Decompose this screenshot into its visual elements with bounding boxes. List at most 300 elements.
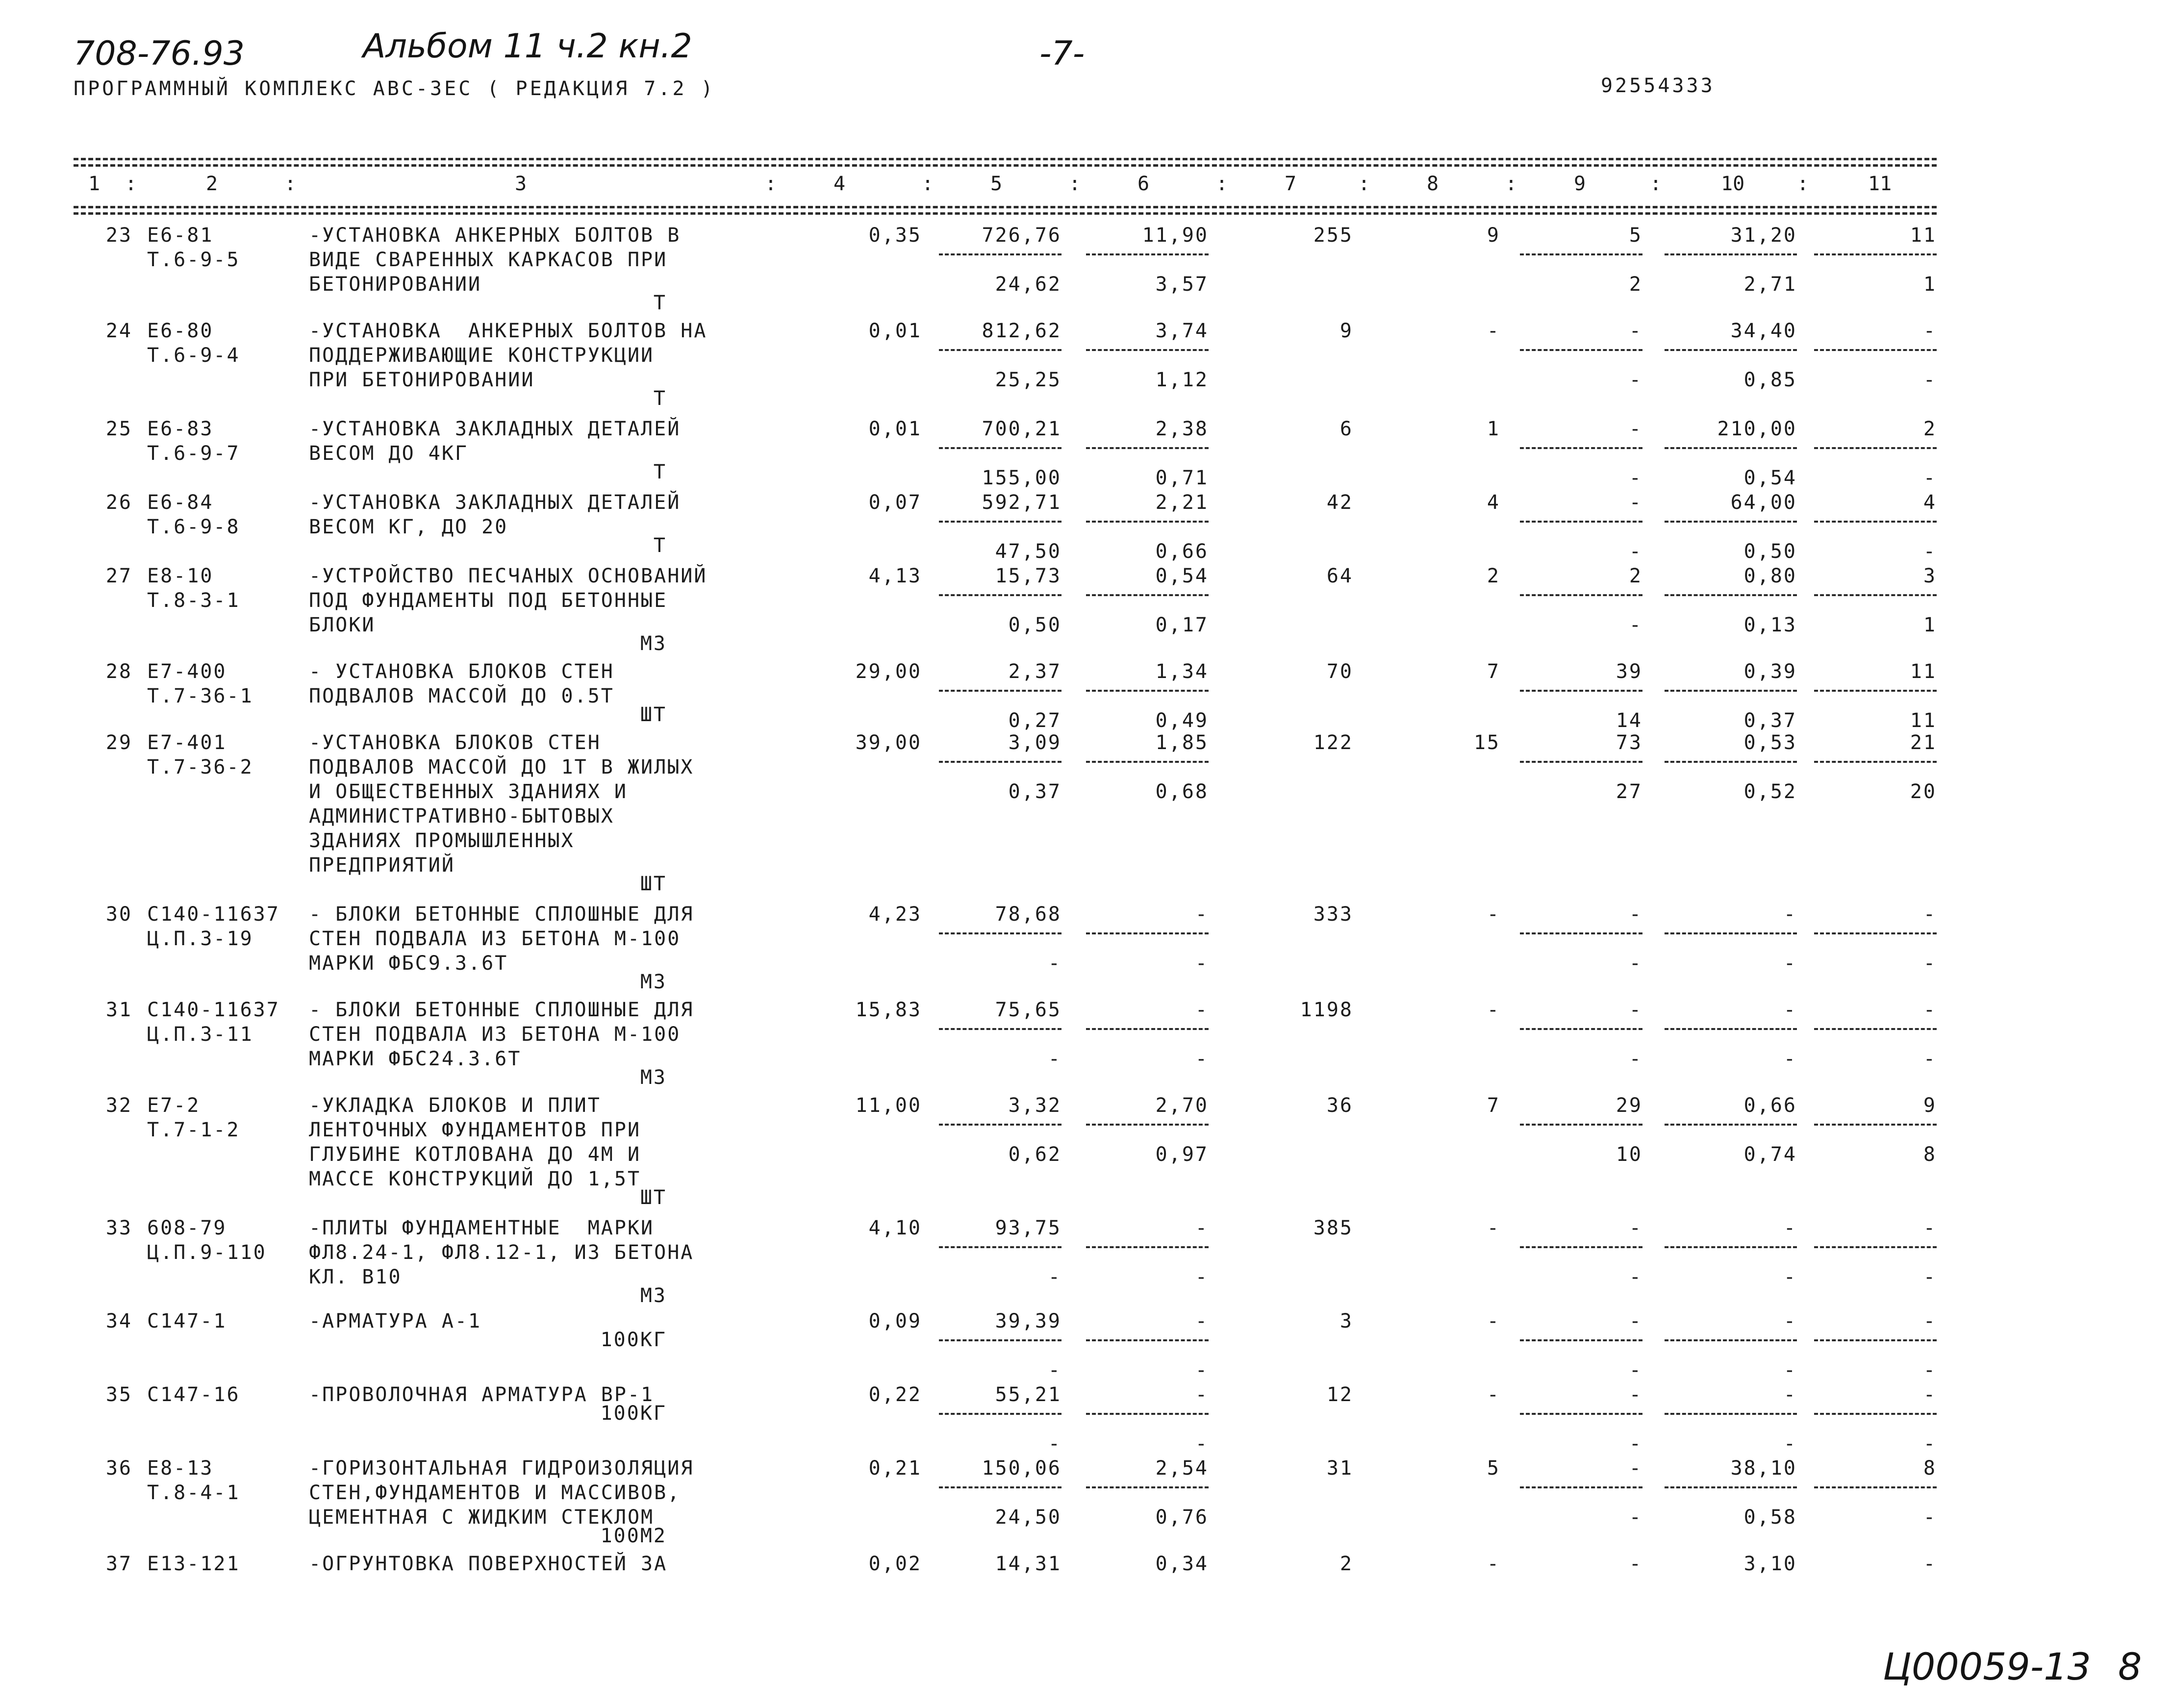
row-number: 27 [105, 565, 132, 587]
value-c8: 7 [1487, 1094, 1500, 1117]
value-c11b: 20 [1910, 780, 1937, 803]
cell-divider-line [1086, 1028, 1209, 1030]
value-c10b: 0,74 [1743, 1143, 1797, 1166]
value-c10b: 0,54 [1743, 467, 1797, 489]
value-c10: 3,10 [1743, 1553, 1797, 1575]
value-c6: 1,34 [1155, 660, 1209, 683]
value-c7: 42 [1326, 491, 1353, 514]
value-c10: 64,00 [1730, 491, 1797, 514]
work-description: СТЕН,ФУНДАМЕНТОВ И МАССИВОВ, [309, 1482, 681, 1504]
cell-divider-line [1520, 1124, 1642, 1126]
norm-reference: Т.7-1-2 [147, 1119, 240, 1141]
value-c11: 9 [1923, 1094, 1937, 1117]
quantity: 39,00 [855, 731, 922, 754]
value-c11b: - [1923, 540, 1937, 563]
unit-of-measure: М3 [640, 971, 667, 993]
cell-divider-line [1665, 1124, 1797, 1126]
column-separator: : [1216, 173, 1228, 195]
value-c6b: 0,66 [1155, 540, 1209, 563]
cell-divider-line [939, 690, 1061, 692]
cell-divider-line [1086, 1124, 1209, 1126]
work-description: - УСТАНОВКА БЛОКОВ СТЕН [309, 660, 614, 683]
work-description: ВИДЕ СВАРЕННЫХ КАРКАСОВ ПРИ [309, 249, 668, 271]
norm-code: Е7-2 [147, 1094, 201, 1117]
work-description: ПОДВАЛОВ МАССОЙ ДО 0.5Т [309, 685, 614, 707]
value-c5b: - [1048, 1359, 1061, 1381]
cell-divider-line [1665, 690, 1797, 692]
norm-reference: Т.7-36-1 [147, 685, 253, 707]
value-c10: 0,80 [1743, 565, 1797, 587]
value-c8: - [1487, 320, 1500, 342]
value-c11b: 1 [1923, 273, 1937, 296]
work-description: ПРИ БЕТОНИРОВАНИИ [309, 369, 535, 391]
quantity: 0,21 [868, 1457, 922, 1480]
value-c7: 122 [1313, 731, 1353, 754]
value-c8: - [1487, 1383, 1500, 1406]
row-number: 23 [105, 224, 132, 247]
value-c5: 726,76 [982, 224, 1061, 247]
work-description: И ОБЩЕСТВЕННЫХ ЗДАНИЯХ И [309, 780, 628, 803]
unit-of-measure: Т [653, 461, 667, 483]
value-c11: - [1923, 999, 1937, 1021]
header-bottom-rule [74, 206, 1937, 208]
work-description: -УСТРОЙСТВО ПЕСЧАНЫХ ОСНОВАНИЙ [309, 565, 707, 587]
value-c6: 0,34 [1155, 1553, 1209, 1575]
cell-divider-line [1665, 1413, 1797, 1415]
stamp-number: Ц00059-13 [1883, 1645, 2091, 1688]
value-c11: 11 [1910, 660, 1937, 683]
value-c9: - [1629, 999, 1642, 1021]
value-c10b: 0,58 [1743, 1506, 1797, 1529]
value-c5: 3,32 [1008, 1094, 1061, 1117]
cell-divider-line [939, 1486, 1061, 1488]
value-c9: - [1629, 491, 1642, 514]
unit-of-measure: Т [653, 387, 667, 410]
cell-divider-line [1665, 1486, 1797, 1488]
cell-divider-line [1665, 447, 1797, 449]
value-c7: 1198 [1300, 999, 1353, 1021]
value-c10b: - [1783, 1432, 1797, 1455]
quantity: 4,10 [868, 1217, 922, 1239]
cell-divider-line [939, 253, 1061, 255]
norm-code: Е6-83 [147, 418, 214, 440]
cell-divider-line [939, 761, 1061, 763]
row-number: 31 [105, 999, 132, 1021]
cell-divider-line [1665, 521, 1797, 523]
value-c11: - [1923, 903, 1937, 926]
unit-of-measure: ШТ [640, 703, 667, 726]
value-c11b: - [1923, 1266, 1937, 1288]
value-c9b: - [1629, 1359, 1642, 1381]
value-c7: 2 [1339, 1553, 1353, 1575]
value-c6: - [1195, 1217, 1209, 1239]
value-c9: - [1629, 1553, 1642, 1575]
row-number: 26 [105, 491, 132, 514]
row-number: 30 [105, 903, 132, 926]
column-header-5: 5 [990, 173, 1003, 195]
quantity: 0,22 [868, 1383, 922, 1406]
value-c5b: 0,62 [1008, 1143, 1061, 1166]
value-c10b: 0,52 [1743, 780, 1797, 803]
work-description: БЕТОНИРОВАНИИ [309, 273, 482, 296]
value-c10b: 0,37 [1743, 709, 1797, 732]
work-description: -ГОРИЗОНТАЛЬНАЯ ГИДРОИЗОЛЯЦИЯ [309, 1457, 694, 1480]
value-c8: 1 [1487, 418, 1500, 440]
value-c10: 0,66 [1743, 1094, 1797, 1117]
cell-divider-line [1665, 932, 1797, 934]
document-code: 92554333 [1601, 75, 1715, 97]
cell-divider-line [939, 1339, 1061, 1341]
cell-divider-line [1086, 690, 1209, 692]
value-c6b: - [1195, 1266, 1209, 1288]
value-c6: 3,74 [1155, 320, 1209, 342]
value-c5b: 24,62 [995, 273, 1061, 296]
value-c11: 11 [1910, 224, 1937, 247]
cell-divider-line [1086, 1246, 1209, 1248]
norm-reference: Т.7-36-2 [147, 756, 253, 779]
column-header-7: 7 [1285, 173, 1297, 195]
value-c7: 6 [1339, 418, 1353, 440]
cell-divider-line [1814, 1486, 1937, 1488]
cell-divider-line [1520, 594, 1642, 596]
value-c8: 2 [1487, 565, 1500, 587]
work-description: -ОГРУНТОВКА ПОВЕРХНОСТЕЙ ЗА [309, 1553, 668, 1575]
value-c6b: - [1195, 1359, 1209, 1381]
cell-divider-line [1086, 932, 1209, 934]
work-description: -УСТАНОВКА АНКЕРНЫХ БОЛТОВ НА [309, 320, 707, 342]
cell-divider-line [939, 1246, 1061, 1248]
value-c9: - [1629, 320, 1642, 342]
value-c6: - [1195, 1310, 1209, 1332]
value-c9b: - [1629, 1506, 1642, 1529]
value-c5b: - [1048, 1266, 1061, 1288]
cell-divider-line [1814, 521, 1937, 523]
cell-divider-line [1814, 1413, 1937, 1415]
row-number: 29 [105, 731, 132, 754]
value-c5: 39,39 [995, 1310, 1061, 1332]
value-c11: - [1923, 1383, 1937, 1406]
unit-of-measure: Т [653, 292, 667, 314]
value-c7: 3 [1339, 1310, 1353, 1332]
value-c10b: - [1783, 1359, 1797, 1381]
work-description: ВЕСОМ КГ, ДО 20 [309, 516, 508, 538]
value-c9: 5 [1629, 224, 1642, 247]
value-c10: 34,40 [1730, 320, 1797, 342]
value-c11b: - [1923, 952, 1937, 975]
norm-code: Е7-401 [147, 731, 227, 754]
cell-divider-line [1814, 1124, 1937, 1126]
value-c6: 1,85 [1155, 731, 1209, 754]
value-c9: - [1629, 1310, 1642, 1332]
row-number: 35 [105, 1383, 132, 1406]
cell-divider-line [1814, 1246, 1937, 1248]
norm-code: 608-79 [147, 1217, 227, 1239]
work-description: СТЕН ПОДВАЛА ИЗ БЕТОНА М-100 [309, 928, 681, 950]
value-c11b: - [1923, 467, 1937, 489]
norm-code: Е8-13 [147, 1457, 214, 1480]
value-c11: - [1923, 1310, 1937, 1332]
value-c8: - [1487, 1553, 1500, 1575]
value-c7: 385 [1313, 1217, 1353, 1239]
work-description: МАССЕ КОНСТРУКЦИЙ ДО 1,5Т [309, 1168, 641, 1190]
cell-divider-line [1814, 690, 1937, 692]
column-separator: : [765, 173, 777, 195]
column-header-6: 6 [1137, 173, 1150, 195]
work-description: ПОД ФУНДАМЕНТЫ ПОД БЕТОННЫЕ [309, 589, 668, 612]
cell-divider-line [1086, 447, 1209, 449]
value-c7: 9 [1339, 320, 1353, 342]
column-header-2: 2 [206, 173, 218, 195]
unit-of-measure: М3 [640, 632, 667, 655]
value-c5b: 0,27 [1008, 709, 1061, 732]
value-c10: 0,39 [1743, 660, 1797, 683]
value-c9: - [1629, 418, 1642, 440]
cell-divider-line [1086, 1486, 1209, 1488]
value-c11b: - [1923, 1359, 1937, 1381]
value-c5b: 155,00 [982, 467, 1061, 489]
document-number: 708-76.93 [74, 34, 245, 73]
value-c8: - [1487, 903, 1500, 926]
column-header-11: 11 [1868, 173, 1892, 195]
work-description: МАРКИ ФБС9.3.6Т [309, 952, 508, 975]
value-c9: 29 [1616, 1094, 1642, 1117]
value-c6b: 0,49 [1155, 709, 1209, 732]
value-c5b: - [1048, 1048, 1061, 1070]
unit-of-measure: 100М2 [600, 1525, 667, 1547]
value-c9: 2 [1629, 565, 1642, 587]
cell-divider-line [939, 447, 1061, 449]
unit-of-measure: М3 [640, 1284, 667, 1307]
value-c6b: 0,17 [1155, 614, 1209, 636]
norm-code: Е7-400 [147, 660, 227, 683]
value-c11: 4 [1923, 491, 1937, 514]
value-c9: 73 [1616, 731, 1642, 754]
value-c6b: - [1195, 1048, 1209, 1070]
work-description: АДМИНИСТРАТИВНО-БЫТОВЫХ [309, 805, 614, 828]
value-c9: - [1629, 1383, 1642, 1406]
norm-reference: Т.8-4-1 [147, 1482, 240, 1504]
value-c10: - [1783, 999, 1797, 1021]
cell-divider-line [1665, 761, 1797, 763]
quantity: 0,09 [868, 1310, 922, 1332]
value-c11: - [1923, 320, 1937, 342]
value-c10: 210,00 [1717, 418, 1797, 440]
cell-divider-line [1814, 1028, 1937, 1030]
norm-reference: Ц.П.9-110 [147, 1241, 267, 1264]
norm-code: С140-11637 [147, 999, 280, 1021]
value-c7: 12 [1326, 1383, 1353, 1406]
value-c5b: 0,50 [1008, 614, 1061, 636]
value-c8: - [1487, 999, 1500, 1021]
page-number: -7- [1039, 34, 1085, 73]
value-c9b: - [1629, 952, 1642, 975]
value-c6: 11,90 [1142, 224, 1209, 247]
value-c6: 2,70 [1155, 1094, 1209, 1117]
value-c6b: 0,97 [1155, 1143, 1209, 1166]
unit-of-measure: ШТ [640, 1186, 667, 1209]
value-c10b: - [1783, 1266, 1797, 1288]
value-c9b: 2 [1629, 273, 1642, 296]
cell-divider-line [1520, 1486, 1642, 1488]
work-description: БЛОКИ [309, 614, 376, 636]
value-c10: - [1783, 1217, 1797, 1239]
value-c6b: 0,71 [1155, 467, 1209, 489]
value-c11: 3 [1923, 565, 1937, 587]
value-c8: 7 [1487, 660, 1500, 683]
row-number: 36 [105, 1457, 132, 1480]
column-header-1: 1 [88, 173, 101, 195]
value-c5: 93,75 [995, 1217, 1061, 1239]
value-c11: - [1923, 1553, 1937, 1575]
cell-divider-line [939, 1028, 1061, 1030]
cell-divider-line [1520, 1413, 1642, 1415]
unit-of-measure: 100КГ [600, 1402, 667, 1425]
row-number: 32 [105, 1094, 132, 1117]
value-c5: 75,65 [995, 999, 1061, 1021]
value-c9b: - [1629, 1266, 1642, 1288]
value-c6: 2,38 [1155, 418, 1209, 440]
value-c6: 2,21 [1155, 491, 1209, 514]
column-separator: : [284, 173, 297, 195]
cell-divider-line [939, 521, 1061, 523]
value-c10b: 0,13 [1743, 614, 1797, 636]
value-c6b: 3,57 [1155, 273, 1209, 296]
value-c9b: - [1629, 614, 1642, 636]
work-description: ПОДВАЛОВ МАССОЙ ДО 1Т В ЖИЛЫХ [309, 756, 694, 779]
unit-of-measure: ШТ [640, 873, 667, 895]
cell-divider-line [1086, 1413, 1209, 1415]
quantity: 4,23 [868, 903, 922, 926]
value-c7: 333 [1313, 903, 1353, 926]
value-c8: - [1487, 1310, 1500, 1332]
value-c5: 812,62 [982, 320, 1061, 342]
work-description: ЛЕНТОЧНЫХ ФУНДАМЕНТОВ ПРИ [309, 1119, 641, 1141]
cell-divider-line [1814, 932, 1937, 934]
column-separator: : [1797, 173, 1809, 195]
value-c5: 2,37 [1008, 660, 1061, 683]
value-c9b: - [1629, 467, 1642, 489]
norm-reference: Т.6-9-8 [147, 516, 240, 538]
norm-reference: Т.6-9-5 [147, 249, 240, 271]
row-number: 25 [105, 418, 132, 440]
work-description: ГЛУБИНЕ КОТЛОВАНА ДО 4М И [309, 1143, 641, 1166]
column-separator: : [1650, 173, 1662, 195]
cell-divider-line [1086, 594, 1209, 596]
norm-reference: Т.6-9-4 [147, 344, 240, 367]
value-c10b: - [1783, 952, 1797, 975]
value-c9: 39 [1616, 660, 1642, 683]
work-description: -УСТАНОВКА ЗАКЛАДНЫХ ДЕТАЛЕЙ [309, 491, 681, 514]
value-c9b: 27 [1616, 780, 1642, 803]
quantity: 0,01 [868, 418, 922, 440]
quantity: 0,35 [868, 224, 922, 247]
column-separator: : [922, 173, 934, 195]
cell-divider-line [1665, 1246, 1797, 1248]
cell-divider-line [1665, 1028, 1797, 1030]
cell-divider-line [1814, 253, 1937, 255]
work-description: -УКЛАДКА БЛОКОВ И ПЛИТ [309, 1094, 601, 1117]
row-number: 34 [105, 1310, 132, 1332]
cell-divider-line [939, 349, 1061, 351]
cell-divider-line [1814, 761, 1937, 763]
value-c5b: 0,37 [1008, 780, 1061, 803]
work-description: -УСТАНОВКА ЗАКЛАДНЫХ ДЕТАЛЕЙ [309, 418, 681, 440]
cell-divider-line [1520, 521, 1642, 523]
value-c9b: - [1629, 540, 1642, 563]
quantity: 0,07 [868, 491, 922, 514]
cell-divider-line [939, 1124, 1061, 1126]
work-description: ЗДАНИЯХ ПРОМЫШЛЕННЫХ [309, 829, 575, 852]
value-c5: 78,68 [995, 903, 1061, 926]
column-header-4: 4 [833, 173, 846, 195]
value-c5b: - [1048, 1432, 1061, 1455]
norm-reference: Ц.П.3-11 [147, 1023, 253, 1046]
value-c10b: 0,50 [1743, 540, 1797, 563]
cell-divider-line [1814, 447, 1937, 449]
cell-divider-line [1814, 349, 1937, 351]
value-c5: 14,31 [995, 1553, 1061, 1575]
work-description: -АРМАТУРА А-1 [309, 1310, 482, 1332]
value-c6: - [1195, 1383, 1209, 1406]
norm-code: Е6-80 [147, 320, 214, 342]
value-c9b: 14 [1616, 709, 1642, 732]
work-description: ЦЕМЕНТНАЯ С ЖИДКИМ СТЕКЛОМ [309, 1506, 655, 1529]
value-c10: - [1783, 1383, 1797, 1406]
sheet-number: 8 [2118, 1645, 2142, 1688]
value-c11: 21 [1910, 731, 1937, 754]
norm-code: С147-16 [147, 1383, 240, 1406]
value-c10b: 0,85 [1743, 369, 1797, 391]
quantity: 4,13 [868, 565, 922, 587]
value-c11: 8 [1923, 1457, 1937, 1480]
norm-reference: Ц.П.3-19 [147, 928, 253, 950]
value-c5: 150,06 [982, 1457, 1061, 1480]
norm-code: С140-11637 [147, 903, 280, 926]
column-header-8: 8 [1427, 173, 1439, 195]
cell-divider-line [1520, 1246, 1642, 1248]
value-c10: - [1783, 903, 1797, 926]
column-header-9: 9 [1574, 173, 1586, 195]
value-c6b: - [1195, 952, 1209, 975]
work-description: МАРКИ ФБС24.3.6Т [309, 1048, 522, 1070]
value-c7: 255 [1313, 224, 1353, 247]
value-c7: 64 [1326, 565, 1353, 587]
work-description: - БЛОКИ БЕТОННЫЕ СПЛОШНЫЕ ДЛЯ [309, 999, 694, 1021]
value-c9: - [1629, 1457, 1642, 1480]
value-c11: - [1923, 1217, 1937, 1239]
value-c7: 70 [1326, 660, 1353, 683]
norm-code: Е13-121 [147, 1553, 240, 1575]
column-separator: : [1358, 173, 1370, 195]
value-c5: 3,09 [1008, 731, 1061, 754]
cell-divider-line [1814, 1339, 1937, 1341]
value-c6: 0,54 [1155, 565, 1209, 587]
cell-divider-line [1520, 253, 1642, 255]
row-number: 28 [105, 660, 132, 683]
cell-divider-line [1665, 253, 1797, 255]
cell-divider-line [939, 1413, 1061, 1415]
unit-of-measure: Т [653, 534, 667, 557]
quantity: 11,00 [855, 1094, 922, 1117]
value-c9b: 10 [1616, 1143, 1642, 1166]
value-c5b: - [1048, 952, 1061, 975]
cell-divider-line [1086, 521, 1209, 523]
norm-code: Е6-84 [147, 491, 214, 514]
work-description: -ПРОВОЛОЧНАЯ АРМАТУРА ВР-1 [309, 1383, 655, 1406]
norm-reference: Т.6-9-7 [147, 442, 240, 465]
value-c9: - [1629, 903, 1642, 926]
quantity: 29,00 [855, 660, 922, 683]
